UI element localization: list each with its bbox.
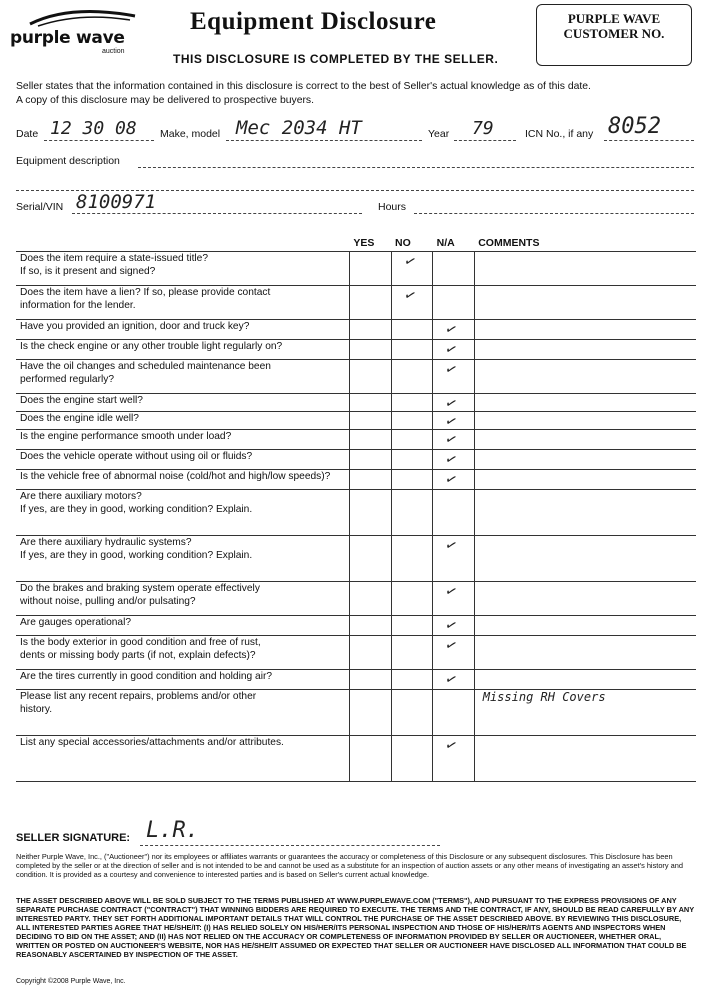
- yes-checkbox[interactable]: [349, 340, 391, 360]
- check-mark-icon: ✓: [442, 736, 460, 756]
- no-checkbox[interactable]: [391, 252, 433, 286]
- comment-field[interactable]: [474, 470, 696, 490]
- question-row: [16, 616, 696, 636]
- comment-text: Missing RH Covers: [482, 690, 606, 704]
- na-header: N/A: [436, 237, 455, 249]
- serial-underline: [72, 213, 362, 214]
- no-checkbox[interactable]: [391, 616, 433, 636]
- year-field[interactable]: 79: [472, 118, 494, 139]
- question-header: [16, 235, 349, 252]
- na-checkbox[interactable]: [433, 286, 475, 320]
- page-title: Equipment Disclosure: [190, 8, 437, 35]
- comment-field[interactable]: [474, 320, 696, 340]
- check-mark-icon: ✓: [442, 470, 460, 490]
- na-checkbox[interactable]: [433, 394, 475, 412]
- no-header: NO: [395, 237, 411, 249]
- yes-checkbox[interactable]: [349, 450, 391, 470]
- no-checkbox[interactable]: [391, 412, 433, 430]
- question-row: [16, 690, 696, 736]
- na-checkbox[interactable]: [433, 252, 475, 286]
- question-row: [16, 670, 696, 690]
- no-checkbox[interactable]: [391, 636, 433, 670]
- check-mark-icon: ✓: [442, 616, 460, 636]
- check-mark-icon: ✓: [442, 430, 460, 450]
- date-field[interactable]: 12 30 08: [50, 118, 137, 139]
- yes-checkbox[interactable]: [349, 286, 391, 320]
- question-row: [16, 636, 696, 670]
- yes-checkbox[interactable]: [349, 536, 391, 582]
- icn-underline: [604, 140, 694, 141]
- na-checkbox[interactable]: [433, 736, 475, 782]
- comments-header: COMMENTS: [478, 237, 540, 249]
- na-checkbox[interactable]: [433, 430, 475, 450]
- intro-line2: A copy of this disclosure may be delivered to prospective buyers.: [16, 95, 315, 106]
- comment-field[interactable]: [474, 252, 696, 286]
- check-mark-icon: ✓: [442, 394, 460, 414]
- icn-label: ICN No., if any: [525, 128, 594, 140]
- customer-number-box: [536, 4, 692, 66]
- disclaimer-terms: THE ASSET DESCRIBED ABOVE WILL BE SOLD SUBJECT TO THE TERMS PUBLISHED AT WWW.PURPLEWAVE.COM ("TERMS"), AND PURSUANT TO THE EXPRESS PROVISIONS OF ANY SEPARATE PURCHASE CONTRACT ("CONTRACT") THAT WINNING BIDDERS ARE REQUIRED TO EXECUTE. THE TERMS AND THE CONTRACT, IF ANY, SHOULD BE READ CAREFULLY BY ANY INTERESTED PARTY. THEY SET FORTH ADDITIONAL IMPORTANT DETAILS THAT WILL CONTROL THE PURCHASE OF THE ASSET DESCRIBED ABOVE. BY REVIEWING THIS DISCLOSURE, ALL INTERESTED PARTIES AGREE THAT HE/SHE/IT: (I) HAS RELIED SOLELY ON HIS/HER/ITS PERSONAL INSPECTION AND THOSE OF HIS/HER/ITS AGENTS AND INSPECTORS WHEN DECIDING TO BID ON THE ASSET; AND (II) HAS NOT RELIED ON THE ACCURACY OR COMPLETENESS OF INFORMATION PROVIDED BY SELLER OR AUCTIONEER, WHETHER ORAL, WRITTEN OR POSTED ON AUCTIONEER'S WEBSITE, NOR HAS HE/SHE/IT ASSUMED OR EXPECTED THAT SELLER OR AUCTIONEER HAVE DISCLOSED ALL INFORMATION THAT COULD BE REASONABLY ASCERTAINED BY INSPECTION OF THE ASSET.: [16, 896, 695, 959]
- year-label: Year: [428, 128, 450, 140]
- comment-field[interactable]: [474, 670, 696, 690]
- question-row: [16, 286, 696, 320]
- question-text: List any special accessories/attachments and/or attributes.: [16, 736, 349, 782]
- date-underline: [44, 140, 154, 141]
- na-checkbox[interactable]: [433, 320, 475, 340]
- no-checkbox[interactable]: [391, 582, 433, 616]
- logo-brand: purple wave: [10, 28, 125, 48]
- check-mark-icon: ✓: [442, 536, 460, 556]
- na-checkbox[interactable]: [433, 670, 475, 690]
- purple-wave-logo: [10, 6, 140, 56]
- intro-text: [16, 80, 696, 108]
- yes-checkbox[interactable]: [349, 320, 391, 340]
- check-mark-icon: ✓: [442, 636, 460, 656]
- copyright: Copyright ©2008 Purple Wave, Inc.: [16, 978, 126, 985]
- comment-field[interactable]: [474, 536, 696, 582]
- comment-field[interactable]: [474, 360, 696, 394]
- question-row: [16, 470, 696, 490]
- question-text: Does the engine start well?: [16, 394, 349, 412]
- no-checkbox[interactable]: [391, 536, 433, 582]
- make-label: Make, model: [160, 128, 221, 140]
- logo-sub: auction: [102, 48, 125, 55]
- question-text: Does the vehicle operate without using oil or fluids?: [16, 450, 349, 470]
- comment-field[interactable]: [474, 430, 696, 450]
- comment-field[interactable]: [474, 582, 696, 616]
- make-underline: [226, 140, 422, 141]
- question-row: [16, 536, 696, 582]
- na-checkbox[interactable]: [433, 360, 475, 394]
- yes-checkbox[interactable]: [349, 490, 391, 536]
- equipment-description-field[interactable]: [138, 167, 694, 168]
- yes-checkbox[interactable]: [349, 616, 391, 636]
- serial-label: Serial/VIN: [16, 201, 64, 213]
- na-checkbox[interactable]: [433, 450, 475, 470]
- question-text: Please list any recent repairs, problems and/or other history.: [16, 690, 349, 736]
- check-mark-icon: ✓: [442, 320, 460, 340]
- comment-field[interactable]: [474, 616, 696, 636]
- yes-checkbox[interactable]: [349, 394, 391, 412]
- no-checkbox[interactable]: [391, 394, 433, 412]
- yes-checkbox[interactable]: [349, 360, 391, 394]
- question-row: [16, 340, 696, 360]
- na-checkbox[interactable]: [433, 636, 475, 670]
- question-row: [16, 450, 696, 470]
- question-text: Does the item have a lien? If so, please provide contact information for the lender.: [16, 286, 349, 320]
- year-underline: [454, 140, 516, 141]
- no-checkbox[interactable]: [391, 430, 433, 450]
- wave-icon: [10, 6, 140, 28]
- question-text: Are gauges operational?: [16, 616, 349, 636]
- question-row: [16, 252, 696, 286]
- check-mark-icon: ✓: [442, 340, 460, 360]
- na-checkbox[interactable]: [433, 582, 475, 616]
- comment-field[interactable]: [474, 636, 696, 670]
- yes-header: YES: [353, 237, 375, 249]
- no-checkbox[interactable]: [391, 320, 433, 340]
- no-checkbox[interactable]: [391, 450, 433, 470]
- comment-field[interactable]: [474, 450, 696, 470]
- comment-field[interactable]: [474, 286, 696, 320]
- question-text: Is the check engine or any other trouble light regularly on?: [16, 340, 349, 360]
- question-text: Is the engine performance smooth under load?: [16, 430, 349, 450]
- question-row: [16, 394, 696, 412]
- na-checkbox[interactable]: [433, 690, 475, 736]
- serial-field[interactable]: 8100971: [76, 191, 157, 213]
- no-checkbox[interactable]: [391, 736, 433, 782]
- na-checkbox[interactable]: [433, 412, 475, 430]
- comment-field[interactable]: [474, 690, 696, 736]
- yes-checkbox[interactable]: [349, 582, 391, 616]
- question-row: [16, 736, 696, 782]
- seller-signature[interactable]: L.R.: [146, 818, 199, 843]
- question-text: Does the item require a state-issued title? If so, is it present and signed?: [16, 252, 349, 286]
- yes-checkbox[interactable]: [349, 736, 391, 782]
- question-text: Have you provided an ignition, door and truck key?: [16, 320, 349, 340]
- comment-field[interactable]: [474, 736, 696, 782]
- no-checkbox[interactable]: [391, 490, 433, 536]
- no-checkbox[interactable]: [391, 360, 433, 394]
- no-checkbox[interactable]: [391, 286, 433, 320]
- question-row: [16, 360, 696, 394]
- hours-field[interactable]: [414, 213, 694, 214]
- date-label: Date: [16, 128, 39, 140]
- comment-field[interactable]: [474, 490, 696, 536]
- comment-field[interactable]: [474, 394, 696, 412]
- no-checkbox[interactable]: [391, 670, 433, 690]
- question-row: [16, 582, 696, 616]
- question-text: Are there auxiliary hydraulic systems? If yes, are they in good, working condition? Explain.: [16, 536, 349, 582]
- na-checkbox[interactable]: [433, 470, 475, 490]
- question-text: Do the brakes and braking system operate effectively without noise, pulling and/or pulsating?: [16, 582, 349, 616]
- na-checkbox[interactable]: [433, 490, 475, 536]
- check-mark-icon: ✓: [401, 286, 418, 306]
- yes-checkbox[interactable]: [349, 430, 391, 450]
- signature-underline: [140, 845, 440, 846]
- check-mark-icon: ✓: [442, 582, 460, 602]
- na-checkbox[interactable]: [433, 616, 475, 636]
- question-text: Does the engine idle well?: [16, 412, 349, 430]
- question-text: Are the tires currently in good condition and holding air?: [16, 670, 349, 690]
- check-mark-icon: ✓: [442, 670, 460, 690]
- comment-field[interactable]: [474, 412, 696, 430]
- yes-checkbox[interactable]: [349, 412, 391, 430]
- question-text: Is the vehicle free of abnormal noise (cold/hot and high/low speeds)?: [16, 470, 349, 490]
- check-mark-icon: ✓: [442, 450, 460, 470]
- hours-label: Hours: [378, 201, 407, 213]
- page-subtitle: THIS DISCLOSURE IS COMPLETED BY THE SELLER.: [173, 52, 499, 66]
- yes-checkbox[interactable]: [349, 470, 391, 490]
- question-row: [16, 430, 696, 450]
- make-model-field[interactable]: Mec 2034 HT: [236, 117, 362, 139]
- yes-checkbox[interactable]: [349, 636, 391, 670]
- question-text: Is the body exterior in good condition and free of rust, dents or missing body parts (if not, explain defects)?: [16, 636, 349, 670]
- yes-checkbox[interactable]: [349, 690, 391, 736]
- seller-signature-label: SELLER SIGNATURE:: [16, 832, 131, 844]
- customer-box-line2: CUSTOMER NO.: [563, 26, 665, 41]
- question-row: [16, 490, 696, 536]
- disclosure-table: [16, 235, 696, 782]
- check-mark-icon: ✓: [401, 252, 418, 272]
- icn-field[interactable]: 8052: [608, 114, 661, 139]
- question-row: [16, 412, 696, 430]
- yes-checkbox[interactable]: [349, 670, 391, 690]
- na-checkbox[interactable]: [433, 340, 475, 360]
- yes-checkbox[interactable]: [349, 252, 391, 286]
- check-mark-icon: ✓: [442, 412, 460, 432]
- customer-box-line1: PURPLE WAVE: [567, 11, 661, 26]
- check-mark-icon: ✓: [442, 360, 460, 380]
- comment-field[interactable]: [474, 340, 696, 360]
- na-checkbox[interactable]: [433, 536, 475, 582]
- question-text: Have the oil changes and scheduled maintenance been performed regularly?: [16, 360, 349, 394]
- intro-line1: Seller states that the information contained in this disclosure is correct to the best of Seller's actual knowledge as of this date.: [16, 81, 591, 92]
- question-row: [16, 320, 696, 340]
- no-checkbox[interactable]: [391, 340, 433, 360]
- no-checkbox[interactable]: [391, 470, 433, 490]
- no-checkbox[interactable]: [391, 690, 433, 736]
- question-text: Are there auxiliary motors? If yes, are they in good, working condition? Explain.: [16, 490, 349, 536]
- disclaimer-courtesy: Neither Purple Wave, Inc., ("Auctioneer") nor its employees or affiliates warrants or guarantees the accuracy or completeness of this Disclosure or any subsequent disclosures. This Disclosure has been completed by the seller or at the direction of seller and is not intended to be and cannot be used as a substitute for an inspection of auction assets or any other means of investigating an asset's history and condition. It is provided as a courtesy and convenience to interested parties and is based on Seller's current actual knowledge.: [16, 852, 683, 879]
- equipment-description-label: Equipment description: [16, 155, 120, 167]
